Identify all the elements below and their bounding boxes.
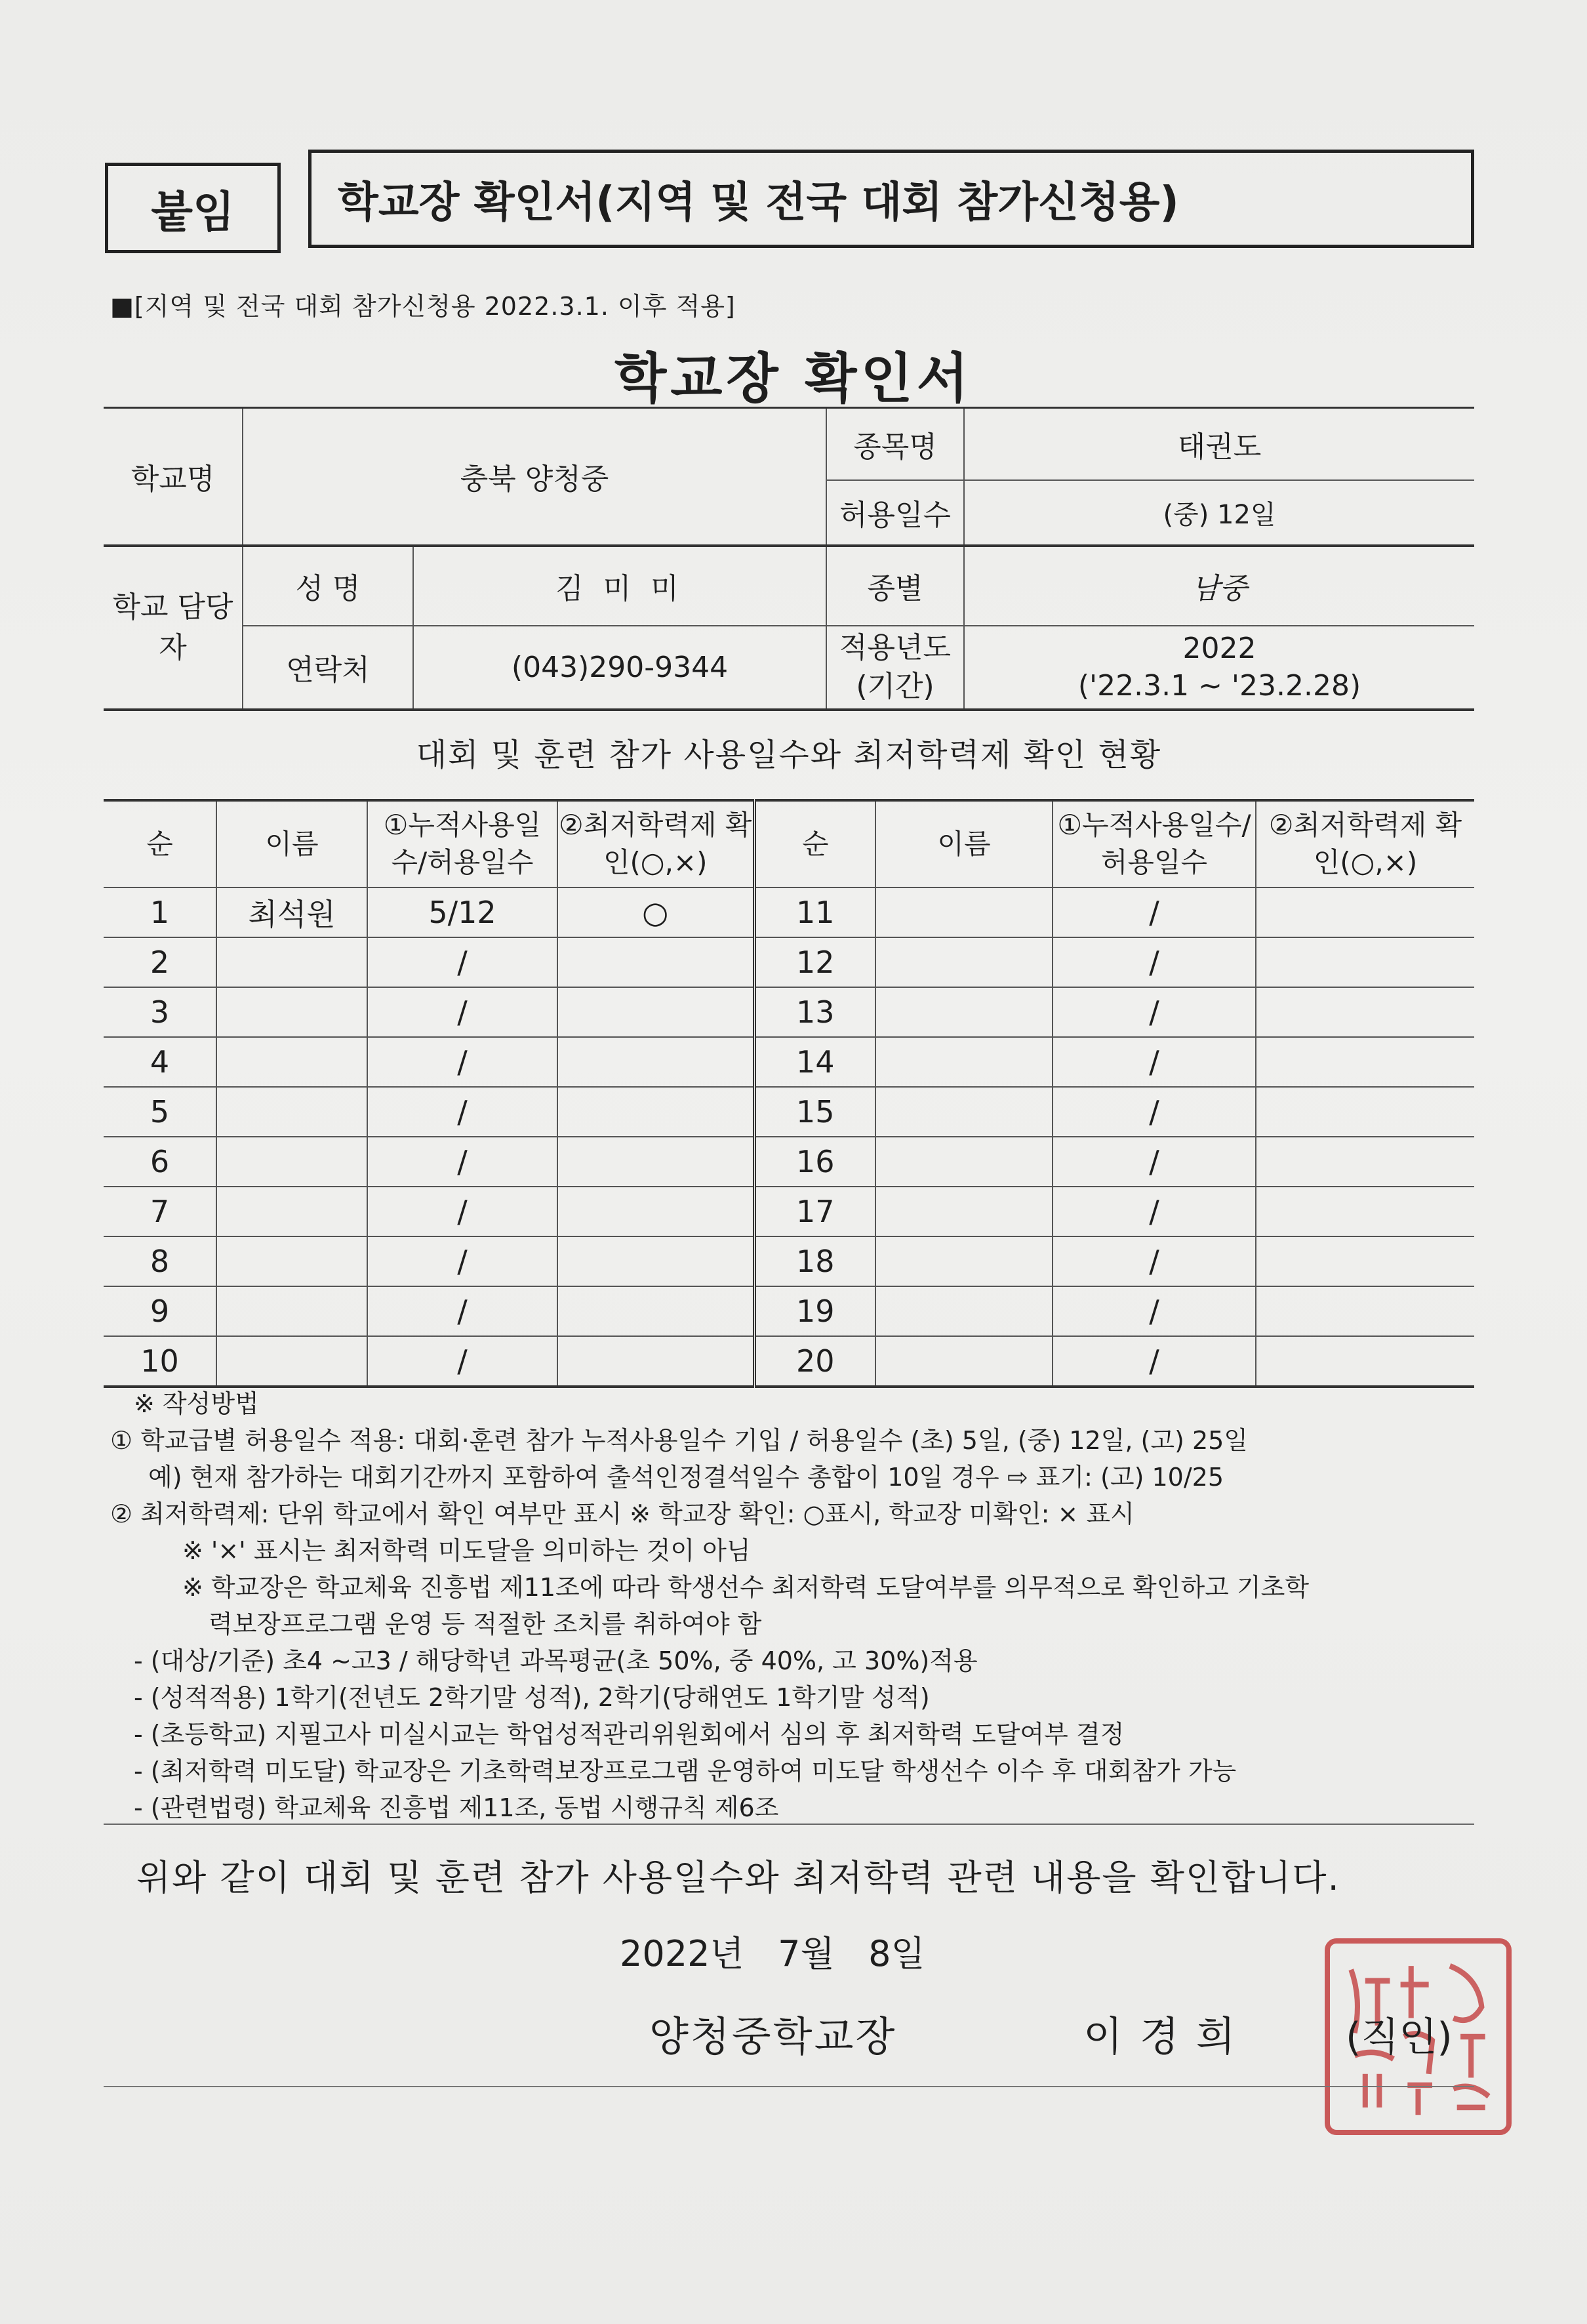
instruction-item: - (최저학력 미도달) 학교장은 기초학력보장프로그램 운영하여 미도달 학생선수 이수 후 대회참가 가능 [134,1757,1237,1785]
row-no-left: 8 [104,1236,216,1286]
category-label: 종별 [826,546,964,626]
row-days-right: / [1053,1187,1256,1236]
row-check-left [557,1336,754,1387]
row-no-left: 7 [104,1187,216,1236]
page-title: 학교장 확인서 [614,348,973,410]
event-value: 태권도 [964,408,1474,480]
row-name-right [875,1286,1053,1336]
row-name-right [875,887,1053,937]
table-row [104,1236,1474,1286]
table-row [104,1087,1474,1137]
confirmation-statement: 위와 같이 대회 및 훈련 참가 사용일수와 최저학력 관련 내용을 확인합니다. [136,1857,1340,1898]
row-days-right: / [1053,1236,1256,1286]
section-title: 대회 및 훈련 참가 사용일수와 최저학력제 확인 현황 [416,737,1162,773]
row-no-right: 14 [754,1037,875,1087]
instruction-item: 예) 현재 참가하는 대회기간까지 포함하여 출석인정결석일수 총합이 10일 경우 ⇨ 표기: (고) 10/25 [148,1463,1224,1492]
table-row [104,887,1474,937]
instruction-item: ※ 학교장은 학교체육 진흥법 제11조에 따라 학생선수 최저학력 도달여부를 의무적으로 확인하고 기초학 [182,1573,1310,1602]
row-check-right [1256,1137,1474,1187]
row-no-left: 3 [104,987,216,1037]
row-name-left [216,1236,367,1286]
row-check-left [557,987,754,1037]
school-name-label: 학교명 [104,408,243,546]
row-check-left [557,1236,754,1286]
row-no-left: 9 [104,1286,216,1336]
row-days-left: / [367,1187,557,1236]
apply-period-value: ('22.3.1 ~ '23.2.28) [1077,669,1361,703]
row-name-left [216,1087,367,1137]
instruction-item: ② 최저학력제: 단위 학교에서 확인 여부만 표시 ※ 학교장 확인: ○표시, 학교장 미확인: × 표시 [110,1499,1135,1528]
row-name-right [875,1087,1053,1137]
school-info-table [104,407,1474,711]
instruction-item: ① 학교급별 허용일수 적용: 대회·훈련 참가 누적사용일수 기입 / 허용일수 (초) 5일, (중) 12일, (고) 25일 [110,1426,1249,1455]
row-check-left [557,1087,754,1137]
row-check-right [1256,887,1474,937]
row-no-right: 13 [754,987,875,1037]
header-name-left: 이름 [216,800,367,887]
row-no-right: 16 [754,1137,875,1187]
document-header-title: 학교장 확인서(지역 및 전국 대회 참가신청용) [338,178,1179,227]
table-row [104,1037,1474,1087]
apply-year-cell [964,626,1474,710]
row-no-right: 11 [754,887,875,937]
row-no-right: 20 [754,1336,875,1387]
school-principal-title: 양청중학교장 [649,2012,897,2060]
allowed-days-value: (중) 12일 [964,480,1474,546]
instruction-item: - (초등학교) 지필고사 미실시교는 학업성적관리위원회에서 심의 후 최저학력 도달여부 결정 [134,1720,1125,1749]
row-days-right: / [1053,987,1256,1037]
attachment-label: 붙임 [151,186,235,237]
row-check-right [1256,1336,1474,1387]
row-check-left [557,1037,754,1087]
row-no-right: 15 [754,1087,875,1137]
row-no-left: 2 [104,937,216,987]
row-days-right: / [1053,1336,1256,1387]
row-days-left: / [367,1236,557,1286]
header-name-right: 이름 [875,800,1053,887]
row-check-left [557,1286,754,1336]
instruction-item: ※ '×' 표시는 최저학력 미도달을 의미하는 것이 아님 [182,1536,751,1565]
row-name-left [216,1037,367,1087]
row-check-right [1256,1286,1474,1336]
apply-year-label: 적용년도 (기간) [826,626,964,710]
row-name-right [875,987,1053,1037]
row-name-left [216,1187,367,1236]
row-no-left: 6 [104,1137,216,1187]
row-no-right: 18 [754,1236,875,1286]
row-days-right: / [1053,1137,1256,1187]
row-check-left [557,1187,754,1236]
header-days-left: ①누적사용일수/허용일수 [367,800,557,887]
row-name-right [875,937,1053,987]
table-row [104,1187,1474,1236]
row-days-left: / [367,1286,557,1336]
table-row [104,1286,1474,1336]
row-no-left: 1 [104,887,216,937]
row-name-right [875,1037,1053,1087]
row-check-right [1256,1187,1474,1236]
row-name-right [875,1336,1053,1387]
instruction-item: - (대상/기준) 초4 ~고3 / 해당학년 과목평균(초 50%, 중 40%, 고 30%)적용 [134,1646,978,1675]
contact-label: 연락처 [243,626,413,710]
row-check-right [1256,987,1474,1037]
row-check-right [1256,1087,1474,1137]
row-days-left: / [367,987,557,1037]
row-days-left: / [367,1137,557,1187]
row-days-left: / [367,1037,557,1087]
row-check-right [1256,1037,1474,1087]
instruction-item: 력보장프로그램 운영 등 적절한 조치를 취하여야 함 [209,1610,762,1639]
header-check-left: ②최저학력제 확인(○,×) [557,800,754,887]
row-days-left: 5/12 [367,887,557,937]
header-no-right: 순 [754,800,875,887]
header-check-right: ②최저학력제 확인(○,×) [1256,800,1474,887]
row-name-left [216,1137,367,1187]
applicability-note: ■[지역 및 전국 대회 참가신청용 2022.3.1. 이후 적용] [110,292,736,321]
row-name-left [216,987,367,1037]
row-days-right: / [1053,1286,1256,1336]
row-days-right: / [1053,887,1256,937]
document-header-title-box [308,150,1474,248]
row-name-left: 최석원 [216,887,367,937]
apply-year-value: 2022 [1182,631,1256,665]
row-name-right [875,1137,1053,1187]
category-value: 남중 [964,546,1474,626]
row-days-right: / [1053,937,1256,987]
row-name-left [216,1286,367,1336]
row-name-left [216,1336,367,1387]
seal-mark-label: (직인) [1346,2014,1453,2060]
instruction-item: - (관련법령) 학교체육 진흥법 제11조, 동법 시행규칙 제6조 [134,1793,779,1822]
manager-label: 학교 담당자 [104,546,243,710]
school-name-value: 충북 양청중 [243,408,826,546]
row-check-left [557,1137,754,1187]
row-days-right: / [1053,1087,1256,1137]
row-name-right [875,1236,1053,1286]
row-days-left: / [367,937,557,987]
manager-name-label: 성 명 [243,546,413,626]
row-no-left: 5 [104,1087,216,1137]
row-no-right: 17 [754,1187,875,1236]
row-no-left: 10 [104,1336,216,1387]
row-check-right [1256,937,1474,987]
writing-instructions [110,1385,1474,1826]
table-row [104,1336,1474,1387]
principal-name: 이경희 [1083,2012,1253,2060]
header-no-left: 순 [104,800,216,887]
row-no-right: 19 [754,1286,875,1336]
row-check-right [1256,1236,1474,1286]
row-check-left: ○ [557,887,754,937]
issue-date: 2022년 7월 8일 [620,1933,925,1974]
attachment-label-box [105,163,281,253]
instruction-item: - (성적적용) 1학기(전년도 2학기말 성적), 2학기(당해연도 1학기말 성적) [134,1683,930,1712]
header-days-right: ①누적사용일수/허용일수 [1053,800,1256,887]
table-row [104,987,1474,1037]
table-row [104,1137,1474,1187]
row-name-left [216,937,367,987]
contact-value: (043)290-9344 [413,626,826,710]
row-no-left: 4 [104,1037,216,1087]
row-days-right: / [1053,1037,1256,1087]
manager-name-value: 김 미 미 [413,546,826,626]
row-days-left: / [367,1087,557,1137]
row-name-right [875,1187,1053,1236]
instructions-heading: ※ 작성방법 [134,1389,259,1418]
participation-table [104,799,1474,1388]
divider [104,1824,1474,1825]
bottom-divider [104,2086,1474,2087]
row-check-left [557,937,754,987]
event-label: 종목명 [826,408,964,480]
allowed-days-label: 허용일수 [826,480,964,546]
row-no-right: 12 [754,937,875,987]
table-row [104,937,1474,987]
row-days-left: / [367,1336,557,1387]
